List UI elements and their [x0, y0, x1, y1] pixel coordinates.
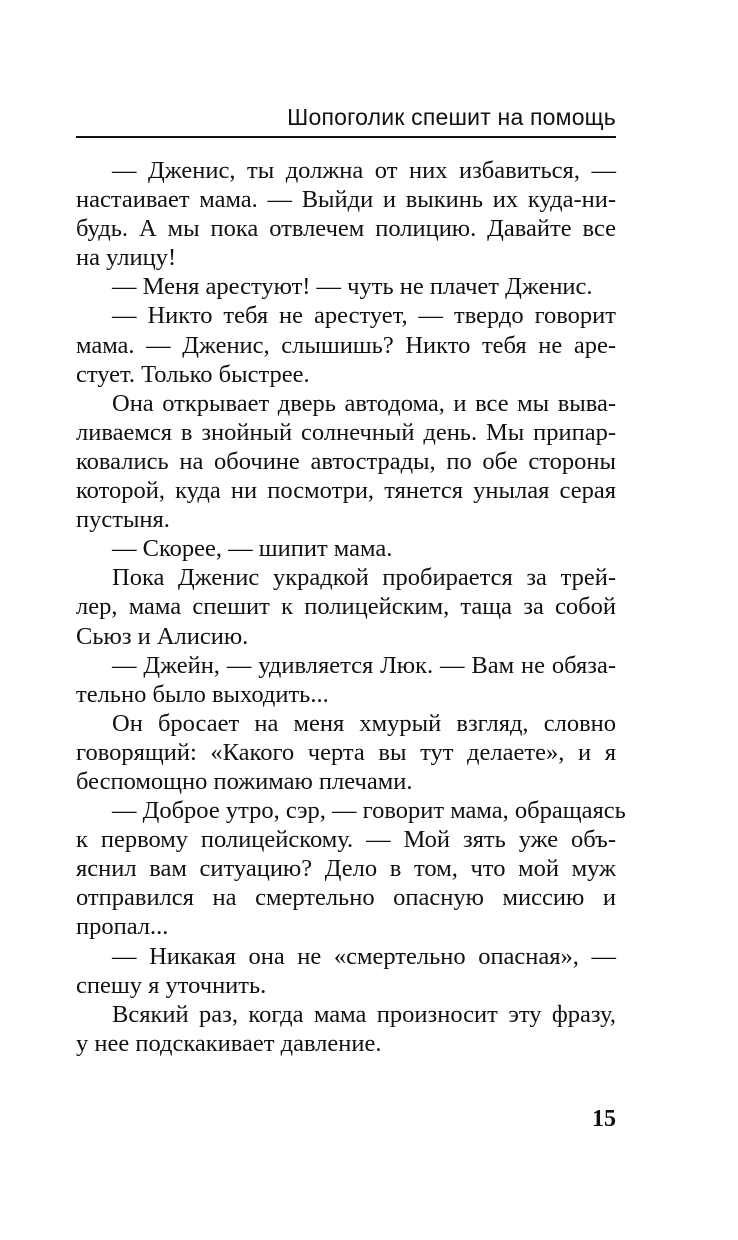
text-line: Она открывает дверь автодома, и все мы выва- [112, 389, 616, 417]
text-line: отправился на смертельно опасную миссию и [76, 884, 616, 912]
text-line: — Дженис, ты должна от них избавиться, — [112, 157, 616, 184]
text-line: Сьюз и Алисию. [76, 622, 249, 650]
text-line: — Никто тебя не арестует, — твердо говорит [112, 302, 616, 330]
text-line: настаивает мама. — Выйди и выкинь их куда-ни- [76, 186, 616, 214]
text-line: пропал... [76, 913, 169, 941]
text-line: мама. — Дженис, слышишь? Никто тебя не аре- [76, 331, 616, 359]
body-text [76, 156, 626, 1058]
text-line: на улицу! [76, 244, 177, 272]
text-line: ковались на обочине автострады, по обе стороны [76, 447, 616, 475]
text-line: Он бросает на меня хмурый взгляд, словно [112, 709, 616, 737]
text-line: пустыня. [76, 506, 170, 534]
text-line: — Никакая она не «смертельно опасная», — [112, 942, 616, 970]
text-line: тельно было выходить... [76, 680, 329, 708]
text-line: — Скорее, — шипит мама. [112, 535, 393, 563]
text-line: яснил вам ситуацию? Дело в том, что мой муж [76, 855, 616, 883]
text-line: ливаемся в знойный солнечный день. Мы припар- [76, 418, 616, 446]
text-line: Пока Дженис украдкой пробирается за трей- [112, 564, 616, 592]
text-line: — Меня арестуют! — чуть не плачет Дженис. [112, 273, 593, 301]
header-rule [76, 136, 616, 138]
running-title: Шопоголик спешит на помощь [287, 104, 616, 130]
text-line: стует. Только быстрее. [76, 360, 310, 388]
text-line: которой, куда ни посмотри, тянется унылая серая [76, 477, 616, 505]
text-line: будь. А мы пока отвлечем полицию. Давайте все [76, 215, 616, 243]
text-line: говорящий: «Какого черта вы тут делаете», и я [76, 738, 616, 766]
text-line: лер, мама спешит к полицейским, таща за собой [76, 593, 616, 621]
text-line: беспомощно пожимаю плечами. [76, 767, 413, 795]
text-line: Всякий раз, когда мама произносит эту фразу, [112, 1000, 616, 1028]
text-line: у нее подскакивает давление. [76, 1029, 382, 1057]
text-line: к первому полицейскому. — Мой зять уже объ- [76, 826, 616, 854]
page-number: 15 [592, 1106, 616, 1132]
text-line: — Доброе утро, сэр, — говорит мама, обращаясь [112, 797, 626, 825]
text-line: спешу я уточнить. [76, 971, 267, 999]
text-line: — Джейн, — удивляется Люк. — Вам не обяза- [112, 651, 616, 679]
